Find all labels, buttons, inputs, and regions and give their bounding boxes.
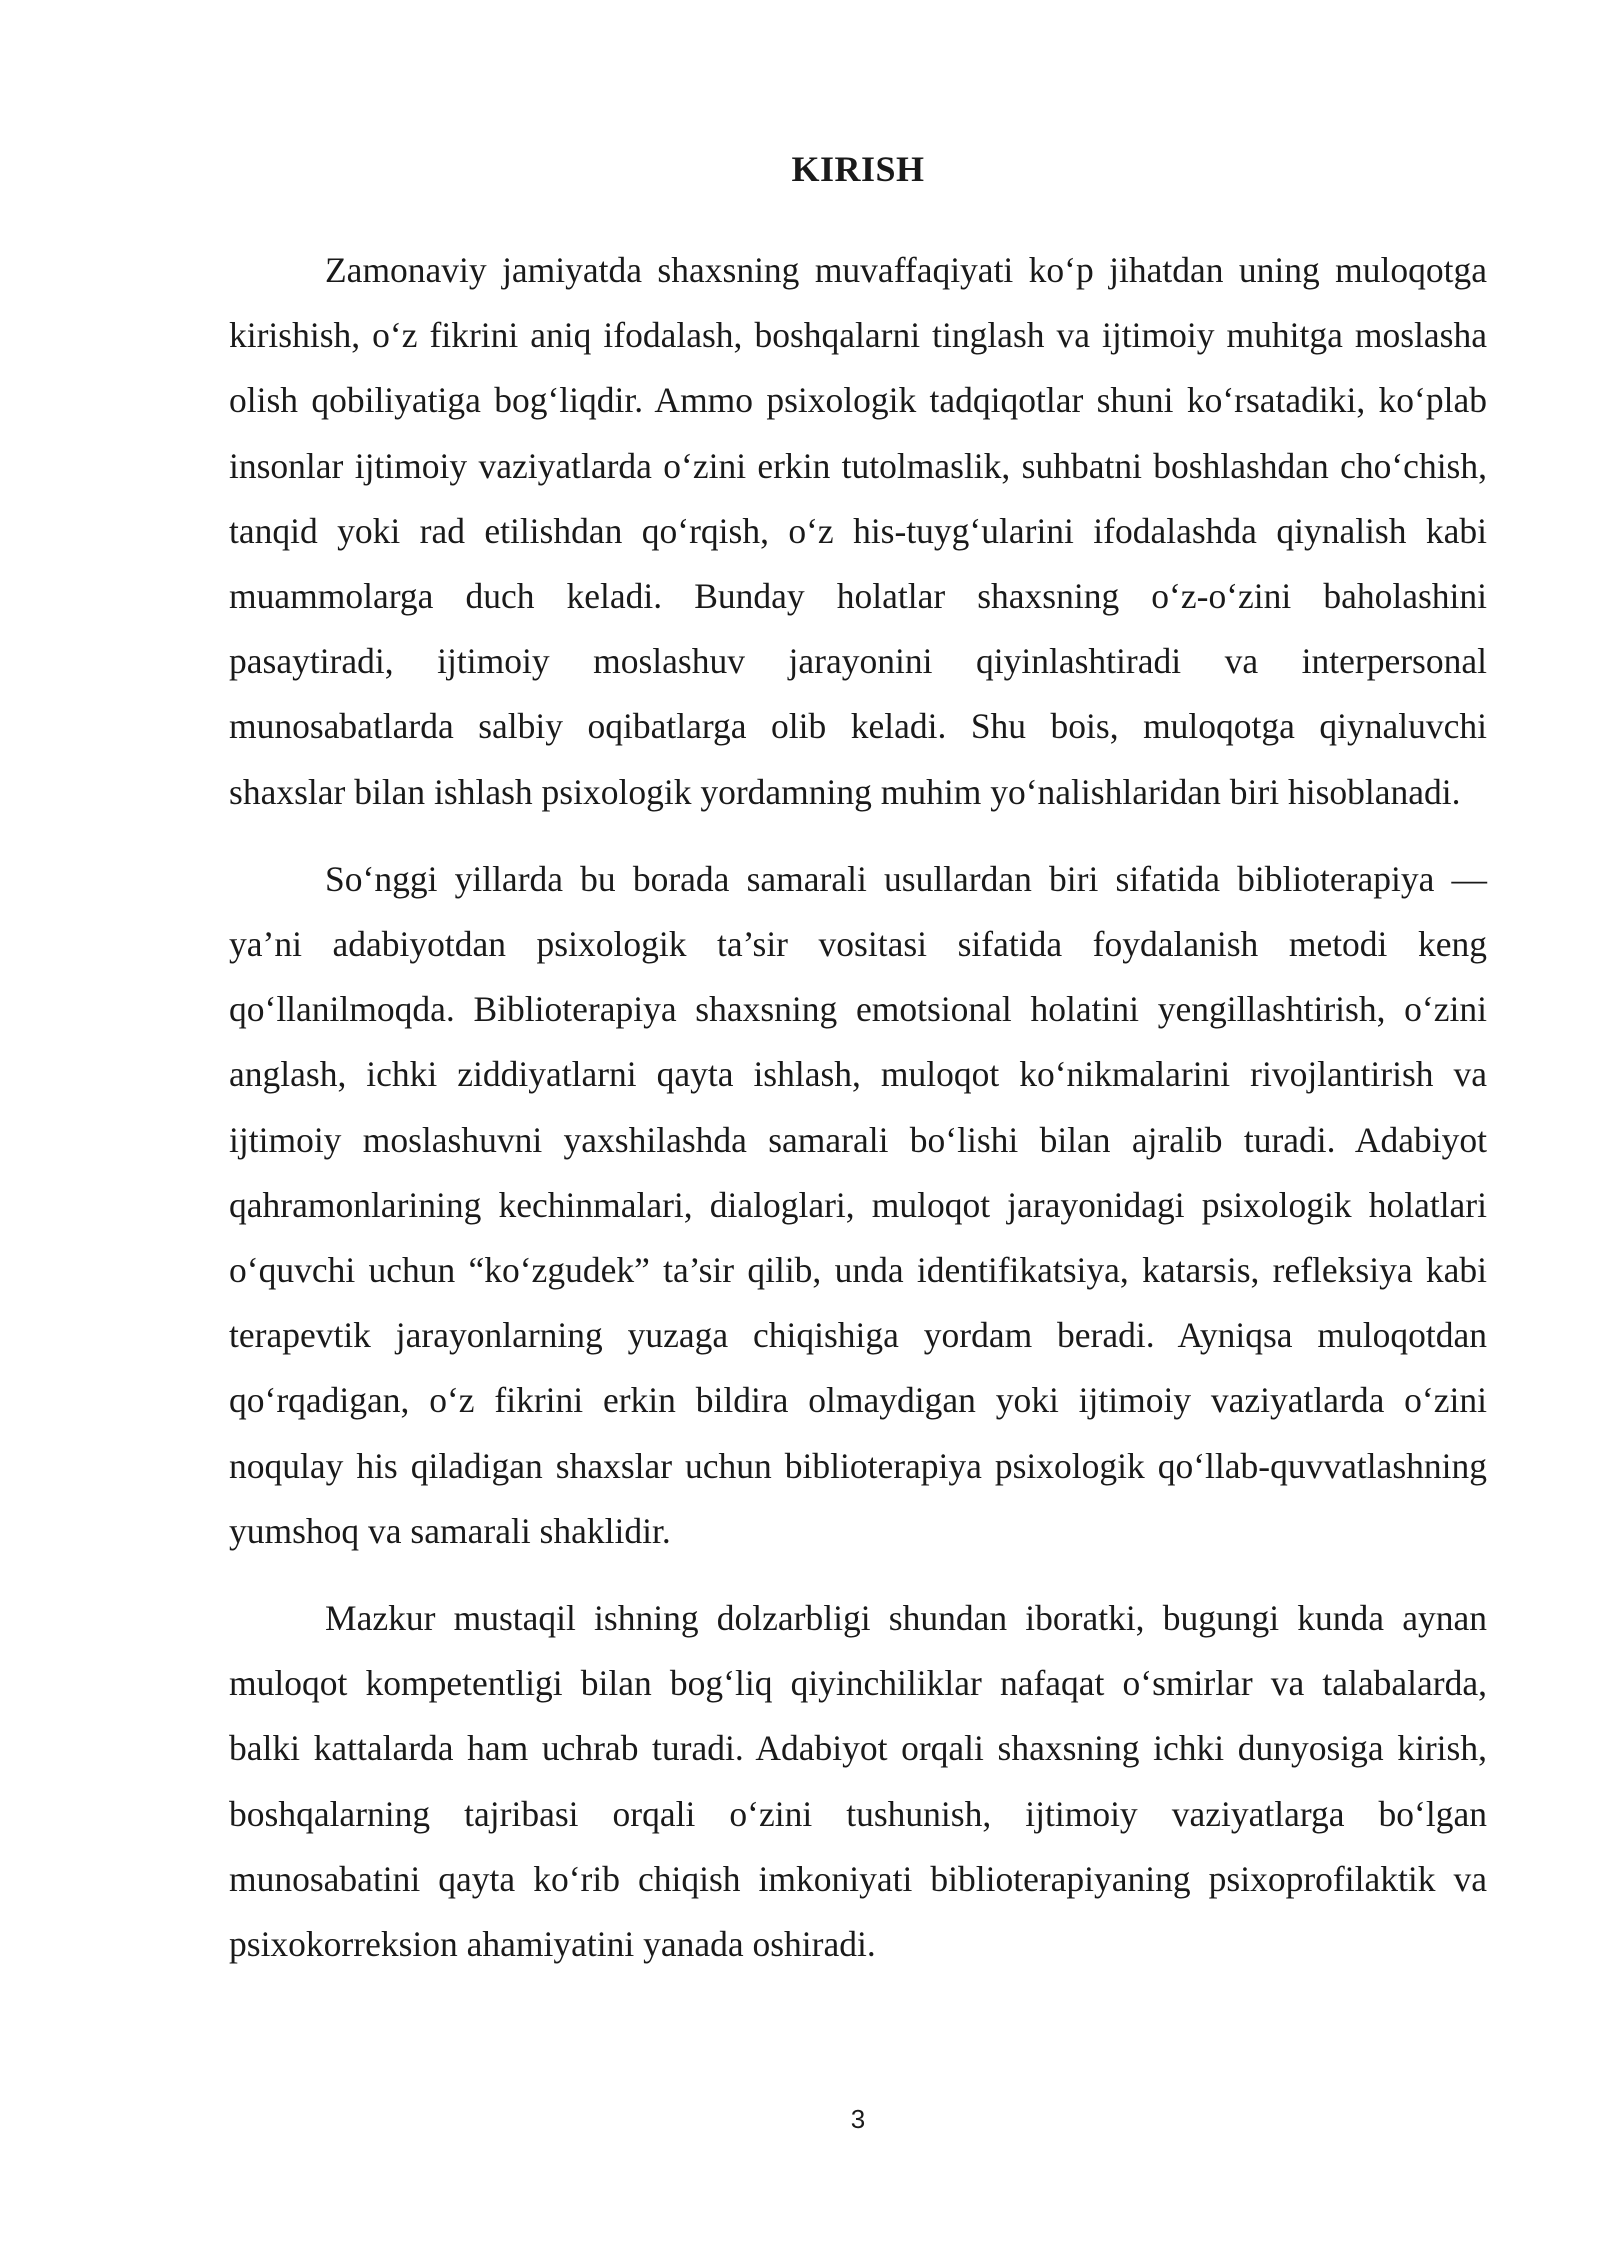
section-heading: KIRISH (791, 149, 925, 189)
paragraph-3: Mazkur mustaqil ishning dolzarbligi shundan iboratki, bugungi kunda aynan muloqot kompetentligi bilan bogʻliq qiyinchiliklar nafaqat oʻsmirlar va talabalarda, balki kattalarda ham uchrab turadi. Adabiyot orqali shaxsning ichki dunyosiga kirish, boshqalarning tajribasi orqali oʻzini tushunish, ijtimoiy vaziyatlarga boʻlgan munosabatini qayta koʻrib chiqish imkoniyati biblioterapiyaning psixoprofilaktik va psixokorreksion ahamiyatini yanada oshiradi. (229, 1598, 1487, 1965)
body-text (229, 238, 1487, 1999)
paragraph-1: Zamonaviy jamiyatda shaxsning muvaffaqiyati koʻp jihatdan uning muloqotga kirishish, oʻz fikrini aniq ifodalash, boshqalarni tinglash va ijtimoiy muhitga moslasha olish qobiliyatiga bogʻliqdir. Ammo psixologik tadqiqotlar shuni koʻrsatadiki, koʻplab insonlar ijtimoiy vaziyatlarda oʻzini erkin tutolmaslik, suhbatni boshlashdan choʻchish, tanqid yoki rad etilishdan qoʻrqish, oʻz his-tuygʻularini ifodalashda qiynalish kabi muammolarga duch keladi. Bunday holatlar shaxsning oʻz-oʻzini baholashini pasaytiradi, ijtimoiy moslashuv jarayonini qiyinlashtiradi va interpersonal munosabatlarda salbiy oqibatlarga olib keladi. Shu bois, muloqotga qiynaluvchi shaxslar bilan ishlash psixologik yordamning muhim yoʻnalishlaridan biri hisoblanadi. (229, 250, 1487, 812)
paragraph-2: Soʻnggi yillarda bu borada samarali usullardan biri sifatida biblioterapiya — ya’ni adabiyotdan psixologik ta’sir vositasi sifatida foydalanish metodi keng qoʻllanilmoqda. Biblioterapiya shaxsning emotsional holatini yengillashtirish, oʻzini anglash, ichki ziddiyatlarni qayta ishlash, muloqot koʻnikmalarini rivojlantirish va ijtimoiy moslashuvni yaxshilashda samarali boʻlishi bilan ajralib turadi. Adabiyot qahramonlarining kechinmalari, dialoglari, muloqot jarayonidagi psixologik holatlari oʻquvchi uchun “koʻzgudek” ta’sir qilib, unda identifikatsiya, katarsis, refleksiya kabi terapevtik jarayonlarning yuzaga chiqishiga yordam beradi. Ayniqsa muloqotdan qoʻrqadigan, oʻz fikrini erkin bildira olmaydigan yoki ijtimoiy vaziyatlarda oʻzini noqulay his qiladigan shaxslar uchun biblioterapiya psixologik qoʻllab-quvvatlashning yumshoq va samarali shaklidir. (229, 858, 1487, 1551)
page-number: 3 (850, 2104, 866, 2134)
